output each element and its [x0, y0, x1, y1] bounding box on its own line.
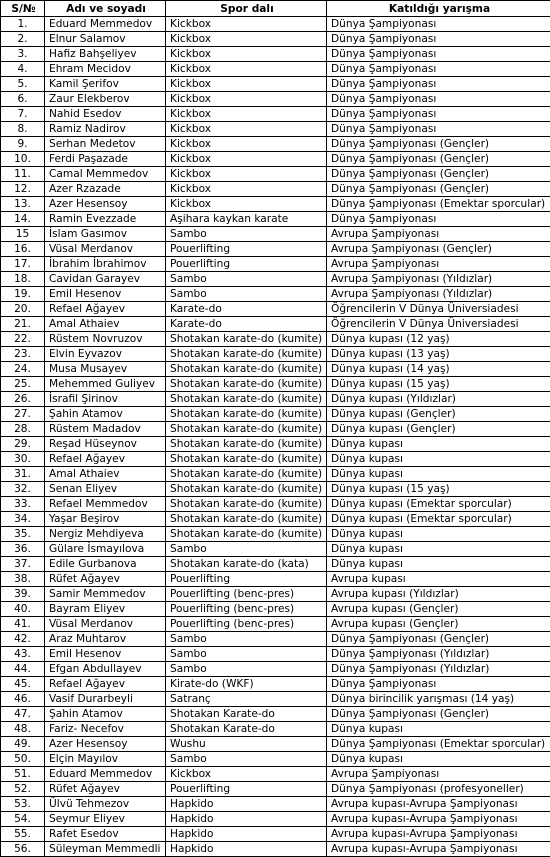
athlete-name: Vüsal Merdanov [45, 617, 166, 632]
row-number: 35. [1, 527, 45, 542]
sport-name: Sambo [166, 647, 327, 662]
sport-name: Karate-do [166, 302, 327, 317]
sport-name: Pouerlifting [166, 257, 327, 272]
sport-name: Pouerlifting (benc-pres) [166, 587, 327, 602]
athlete-name: Serhan Medetov [45, 137, 166, 152]
athlete-name: Elçin Mayılov [45, 752, 166, 767]
athlete-name: Ramin Evezzade [45, 212, 166, 227]
competition-name: Avrupa Şampiyonası (Yıldızlar) [327, 272, 550, 287]
sport-name: Shotakan karate-do (kumite) [166, 527, 327, 542]
row-number: 41. [1, 617, 45, 632]
header-name: Adı ve soyadı [45, 1, 166, 17]
sport-name: Kickbox [166, 197, 327, 212]
table-row [1, 707, 550, 722]
competition-name: Dünya kupası (Gençler) [327, 407, 550, 422]
table-row [1, 617, 550, 632]
competition-name: Dünya kupası (15 yaş) [327, 377, 550, 392]
competition-name: Dünya kupası [327, 722, 550, 737]
competition-name: Avrupa kupası (Gençler) [327, 602, 550, 617]
athlete-name: Yaşar Beşirov [45, 512, 166, 527]
row-number: 37. [1, 557, 45, 572]
row-number: 23. [1, 347, 45, 362]
competition-name: Dünya birincilik yarışması (14 yaş) [327, 692, 550, 707]
row-number: 43. [1, 647, 45, 662]
table-row [1, 362, 550, 377]
athlete-name: Amal Athaiev [45, 317, 166, 332]
competition-name: Dünya Şampiyonası (Gençler) [327, 182, 550, 197]
table-row [1, 242, 550, 257]
table-row [1, 302, 550, 317]
competition-name: Dünya Şampiyonası [327, 47, 550, 62]
competition-name: Avrupa kupası-Avrupa Şampiyonası [327, 842, 550, 857]
athlete-name: Kamil Şerifov [45, 77, 166, 92]
table-row [1, 92, 550, 107]
athlete-name: Nergiz Mehdiyeva [45, 527, 166, 542]
row-number: 8. [1, 122, 45, 137]
table-row [1, 797, 550, 812]
athlete-name: Rüfet Ağayev [45, 572, 166, 587]
table-row [1, 677, 550, 692]
table-row [1, 512, 550, 527]
competition-name: Dünya Şampiyonası [327, 122, 550, 137]
competition-name: Avrupa kupası (Yıldızlar) [327, 587, 550, 602]
athlete-name: Refael Ağayev [45, 302, 166, 317]
athlete-name: Araz Muhtarov [45, 632, 166, 647]
table-row [1, 227, 550, 242]
athlete-name: Süleyman Memmedli [45, 842, 166, 857]
sport-name: Kickbox [166, 47, 327, 62]
athlete-name: Ülvü Tehmezov [45, 797, 166, 812]
table-row [1, 767, 550, 782]
row-number: 24. [1, 362, 45, 377]
table-row [1, 722, 550, 737]
table-row [1, 437, 550, 452]
sport-name: Kickbox [166, 32, 327, 47]
sport-name: Shotakan karate-do (kumite) [166, 407, 327, 422]
row-number: 32. [1, 482, 45, 497]
row-number: 52. [1, 782, 45, 797]
sport-name: Sambo [166, 287, 327, 302]
competition-name: Avrupa Şampiyonası (Yıldızlar) [327, 287, 550, 302]
competition-name: Dünya kupası (12 yaş) [327, 332, 550, 347]
sport-name: Kickbox [166, 92, 327, 107]
row-number: 47. [1, 707, 45, 722]
row-number: 42. [1, 632, 45, 647]
row-number: 36. [1, 542, 45, 557]
row-number: 40. [1, 602, 45, 617]
athlete-name: Samir Memmedov [45, 587, 166, 602]
athlete-name: Hafiz Bahşeliyev [45, 47, 166, 62]
header-competition: Katıldığı yarışma [327, 1, 550, 17]
competition-name: Avrupa kupası-Avrupa Şampiyonası [327, 797, 550, 812]
sport-name: Kickbox [166, 137, 327, 152]
table-row [1, 827, 550, 842]
competition-name: Dünya kupası [327, 437, 550, 452]
row-number: 7. [1, 107, 45, 122]
sport-name: Sambo [166, 752, 327, 767]
row-number: 13. [1, 197, 45, 212]
athlete-name: Vasif Durarbeyli [45, 692, 166, 707]
row-number: 4. [1, 62, 45, 77]
competition-name: Dünya Şampiyonası (Gençler) [327, 707, 550, 722]
competition-name: Dünya kupası (13 yaş) [327, 347, 550, 362]
table-row [1, 197, 550, 212]
row-number: 22. [1, 332, 45, 347]
competition-name: Dünya Şampiyonası [327, 62, 550, 77]
row-number: 5. [1, 77, 45, 92]
table-row [1, 662, 550, 677]
competition-name: Öğrencilerin V Dünya Üniversiadesi [327, 317, 550, 332]
table-row [1, 557, 550, 572]
sport-name: Shotakan karate-do (kumite) [166, 482, 327, 497]
athlete-name: Vüsal Merdanov [45, 242, 166, 257]
competition-name: Avrupa kupası-Avrupa Şampiyonası [327, 812, 550, 827]
sport-name: Kickbox [166, 182, 327, 197]
athlete-name: Efgan Abdullayev [45, 662, 166, 677]
athlete-name: Emil Hesenov [45, 287, 166, 302]
row-number: 44. [1, 662, 45, 677]
athlete-name: Nahid Esedov [45, 107, 166, 122]
row-number: 54. [1, 812, 45, 827]
athlete-name: İbrahim İbrahimov [45, 257, 166, 272]
athlete-name: Rüfet Ağayev [45, 782, 166, 797]
athlete-name: Ramiz Nadirov [45, 122, 166, 137]
table-row [1, 32, 550, 47]
sport-name: Sambo [166, 542, 327, 557]
table-row [1, 407, 550, 422]
table-row [1, 107, 550, 122]
competition-name: Dünya kupası [327, 467, 550, 482]
table-row [1, 692, 550, 707]
row-number: 29. [1, 437, 45, 452]
sport-name: Kickbox [166, 122, 327, 137]
sport-name: Shotakan karate-do (kata) [166, 557, 327, 572]
competition-name: Avrupa Şampiyonası (Gençler) [327, 242, 550, 257]
row-number: 38. [1, 572, 45, 587]
competition-name: Dünya Şampiyonası (Gençler) [327, 152, 550, 167]
sport-name: Aşihara kaykan karate [166, 212, 327, 227]
competition-name: Dünya kupası (Emektar sporcular) [327, 497, 550, 512]
table-row [1, 182, 550, 197]
competition-name: Dünya kupası (Gençler) [327, 422, 550, 437]
competition-name: Dünya kupası (15 yaş) [327, 482, 550, 497]
row-number: 55. [1, 827, 45, 842]
table-row [1, 317, 550, 332]
competition-name: Dünya Şampiyonası [327, 107, 550, 122]
row-number: 12. [1, 182, 45, 197]
row-number: 20. [1, 302, 45, 317]
athlete-name: Emil Hesenov [45, 647, 166, 662]
competition-name: Dünya Şampiyonası [327, 212, 550, 227]
athlete-name: Eduard Memmedov [45, 767, 166, 782]
sport-name: Kickbox [166, 62, 327, 77]
sport-name: Sambo [166, 662, 327, 677]
row-number: 14. [1, 212, 45, 227]
table-row [1, 452, 550, 467]
competition-name: Dünya Şampiyonası (Gençler) [327, 167, 550, 182]
table-row [1, 347, 550, 362]
competition-name: Avrupa Şampiyonası [327, 227, 550, 242]
row-number: 39. [1, 587, 45, 602]
row-number: 2. [1, 32, 45, 47]
athlete-name: Elvin Eyvazov [45, 347, 166, 362]
sport-name: Shotakan Karate-do [166, 722, 327, 737]
sport-name: Shotakan karate-do (kumite) [166, 467, 327, 482]
table-row [1, 782, 550, 797]
athlete-name: Amal Athaiev [45, 467, 166, 482]
row-number: 11. [1, 167, 45, 182]
table-row [1, 737, 550, 752]
sport-name: Pouerlifting (benc-pres) [166, 617, 327, 632]
sport-name: Sambo [166, 272, 327, 287]
sport-name: Pouerlifting [166, 572, 327, 587]
sport-name: Shotakan karate-do (kumite) [166, 512, 327, 527]
sport-name: Sambo [166, 227, 327, 242]
competition-name: Dünya kupası (14 yaş) [327, 362, 550, 377]
sport-name: Shotakan karate-do (kumite) [166, 332, 327, 347]
competition-name: Öğrencilerin V Dünya Üniversiadesi [327, 302, 550, 317]
competition-name: Dünya kupası [327, 557, 550, 572]
athlete-name: Elnur Salamov [45, 32, 166, 47]
sport-name: Karate-do [166, 317, 327, 332]
row-number: 9. [1, 137, 45, 152]
row-number: 50. [1, 752, 45, 767]
athlete-name: Fariz- Necefov [45, 722, 166, 737]
table-row [1, 587, 550, 602]
sport-name: Kickbox [166, 167, 327, 182]
row-number: 51. [1, 767, 45, 782]
sport-name: Hapkido [166, 812, 327, 827]
competition-name: Dünya Şampiyonası (profesyoneller) [327, 782, 550, 797]
sport-name: Kickbox [166, 107, 327, 122]
competition-name: Dünya Şampiyonası [327, 77, 550, 92]
athlete-name: Camal Memmedov [45, 167, 166, 182]
row-number: 26. [1, 392, 45, 407]
sport-name: Pouerlifting (benc-pres) [166, 602, 327, 617]
table-row [1, 467, 550, 482]
row-number: 46. [1, 692, 45, 707]
athlete-name: Cavidan Garayev [45, 272, 166, 287]
row-number: 10. [1, 152, 45, 167]
competition-name: Avrupa kupası [327, 572, 550, 587]
competition-name: Dünya Şampiyonası (Gençler) [327, 137, 550, 152]
competition-name: Dünya kupası (Yıldızlar) [327, 392, 550, 407]
athlete-name: Musa Musayev [45, 362, 166, 377]
sport-name: Shotakan karate-do (kumite) [166, 392, 327, 407]
athlete-name: Azer Rzazade [45, 182, 166, 197]
sport-name: Shotakan karate-do (kumite) [166, 362, 327, 377]
header-number: S/№ [1, 1, 45, 17]
sport-name: Kickbox [166, 77, 327, 92]
competition-name: Dünya Şampiyonası (Gençler) [327, 632, 550, 647]
row-number: 18. [1, 272, 45, 287]
row-number: 15 [1, 227, 45, 242]
row-number: 56. [1, 842, 45, 857]
competition-name: Dünya Şampiyonası [327, 92, 550, 107]
athlete-name: Rüstem Madadov [45, 422, 166, 437]
sport-name: Hapkido [166, 797, 327, 812]
competition-name: Avrupa Şampiyonası [327, 257, 550, 272]
athlete-name: Azer Hesensoy [45, 197, 166, 212]
athlete-name: Rüstem Novruzov [45, 332, 166, 347]
table-row [1, 422, 550, 437]
competition-name: Dünya Şampiyonası [327, 677, 550, 692]
competition-name: Dünya Şampiyonası (Yıldızlar) [327, 662, 550, 677]
competition-name: Avrupa kupası-Avrupa Şampiyonası [327, 827, 550, 842]
table-row [1, 62, 550, 77]
competition-name: Dünya Şampiyonası (Yıldızlar) [327, 647, 550, 662]
table-row [1, 632, 550, 647]
athlete-name: Edile Gurbanova [45, 557, 166, 572]
row-number: 45. [1, 677, 45, 692]
sport-name: Shotakan karate-do (kumite) [166, 377, 327, 392]
table-row [1, 332, 550, 347]
row-number: 27. [1, 407, 45, 422]
sport-name: Wushu [166, 737, 327, 752]
table-row [1, 392, 550, 407]
table-row [1, 812, 550, 827]
table-row [1, 122, 550, 137]
row-number: 17. [1, 257, 45, 272]
competition-name: Dünya Şampiyonası [327, 32, 550, 47]
athlete-name: Ferdi Paşazade [45, 152, 166, 167]
table-row [1, 482, 550, 497]
table-row [1, 527, 550, 542]
sport-name: Shotakan Karate-do [166, 707, 327, 722]
row-number: 25. [1, 377, 45, 392]
table-row [1, 752, 550, 767]
athlete-name: Gülare İsmayılova [45, 542, 166, 557]
athlete-name: Mehemmed Guliyev [45, 377, 166, 392]
competition-name: Avrupa Şampiyonası [327, 767, 550, 782]
athlete-name: Refael Ağayev [45, 452, 166, 467]
header-row [1, 1, 550, 17]
athlete-name: Zaur Elekberov [45, 92, 166, 107]
sport-name: Shotakan karate-do (kumite) [166, 347, 327, 362]
competition-name: Dünya kupası [327, 452, 550, 467]
sport-name: Kickbox [166, 767, 327, 782]
row-number: 3. [1, 47, 45, 62]
row-number: 31. [1, 467, 45, 482]
sport-name: Kickbox [166, 17, 327, 32]
competition-name: Dünya Şampiyonası (Emektar sporcular) [327, 197, 550, 212]
header-sport: Spor dalı [166, 1, 327, 17]
athlete-name: Seymur Eliyev [45, 812, 166, 827]
sport-name: Kickbox [166, 152, 327, 167]
table-row [1, 212, 550, 227]
athlete-name: Eduard Memmedov [45, 17, 166, 32]
sport-name: Shotakan karate-do (kumite) [166, 497, 327, 512]
table-row [1, 257, 550, 272]
competition-name: Dünya kupası [327, 752, 550, 767]
table-row [1, 272, 550, 287]
table-row [1, 572, 550, 587]
competition-name: Dünya Şampiyonası (Emektar sporcular) [327, 737, 550, 752]
competition-name: Dünya kupası [327, 527, 550, 542]
sport-name: Hapkido [166, 842, 327, 857]
table-row [1, 647, 550, 662]
sport-name: Shotakan karate-do (kumite) [166, 422, 327, 437]
athlete-name: Refael Memmedov [45, 497, 166, 512]
row-number: 1. [1, 17, 45, 32]
sport-name: Satranç [166, 692, 327, 707]
athlete-name: Reşad Hüseynov [45, 437, 166, 452]
table-body [1, 17, 550, 857]
table-row [1, 167, 550, 182]
row-number: 6. [1, 92, 45, 107]
athlete-name: Ehram Mecidov [45, 62, 166, 77]
table-row [1, 137, 550, 152]
athlete-name: Rafet Esedov [45, 827, 166, 842]
table-row [1, 497, 550, 512]
competition-name: Dünya kupası (Emektar sporcular) [327, 512, 550, 527]
sport-name: Hapkido [166, 827, 327, 842]
table-row [1, 17, 550, 32]
table-row [1, 842, 550, 857]
table-row [1, 602, 550, 617]
sport-name: Pouerlifting [166, 242, 327, 257]
row-number: 33. [1, 497, 45, 512]
row-number: 19. [1, 287, 45, 302]
athlete-name: İslam Gasımov [45, 227, 166, 242]
competition-name: Dünya kupası [327, 542, 550, 557]
row-number: 49. [1, 737, 45, 752]
table-row [1, 152, 550, 167]
sport-name: Pouerlifting [166, 782, 327, 797]
athlete-name: İsrafil Şirinov [45, 392, 166, 407]
row-number: 48. [1, 722, 45, 737]
athlete-name: Senan Eliyev [45, 482, 166, 497]
athlete-name: Refael Ağayev [45, 677, 166, 692]
competition-name: Avrupa kupası (Gençler) [327, 617, 550, 632]
sport-name: Sambo [166, 632, 327, 647]
table-row [1, 542, 550, 557]
athlete-name: Bayram Eliyev [45, 602, 166, 617]
table-row [1, 287, 550, 302]
sport-name: Shotakan karate-do (kumite) [166, 452, 327, 467]
competition-name: Dünya Şampiyonası [327, 17, 550, 32]
table-row [1, 377, 550, 392]
athlete-name: Şahin Atamov [45, 707, 166, 722]
sport-name: Kirate-do (WKF) [166, 677, 327, 692]
row-number: 53. [1, 797, 45, 812]
table-row [1, 47, 550, 62]
row-number: 28. [1, 422, 45, 437]
row-number: 21. [1, 317, 45, 332]
athlete-name: Şahin Atamov [45, 407, 166, 422]
table-row [1, 77, 550, 92]
row-number: 34. [1, 512, 45, 527]
row-number: 16. [1, 242, 45, 257]
sport-name: Shotakan karate-do (kumite) [166, 437, 327, 452]
athlete-name: Azer Hesensoy [45, 737, 166, 752]
row-number: 30. [1, 452, 45, 467]
